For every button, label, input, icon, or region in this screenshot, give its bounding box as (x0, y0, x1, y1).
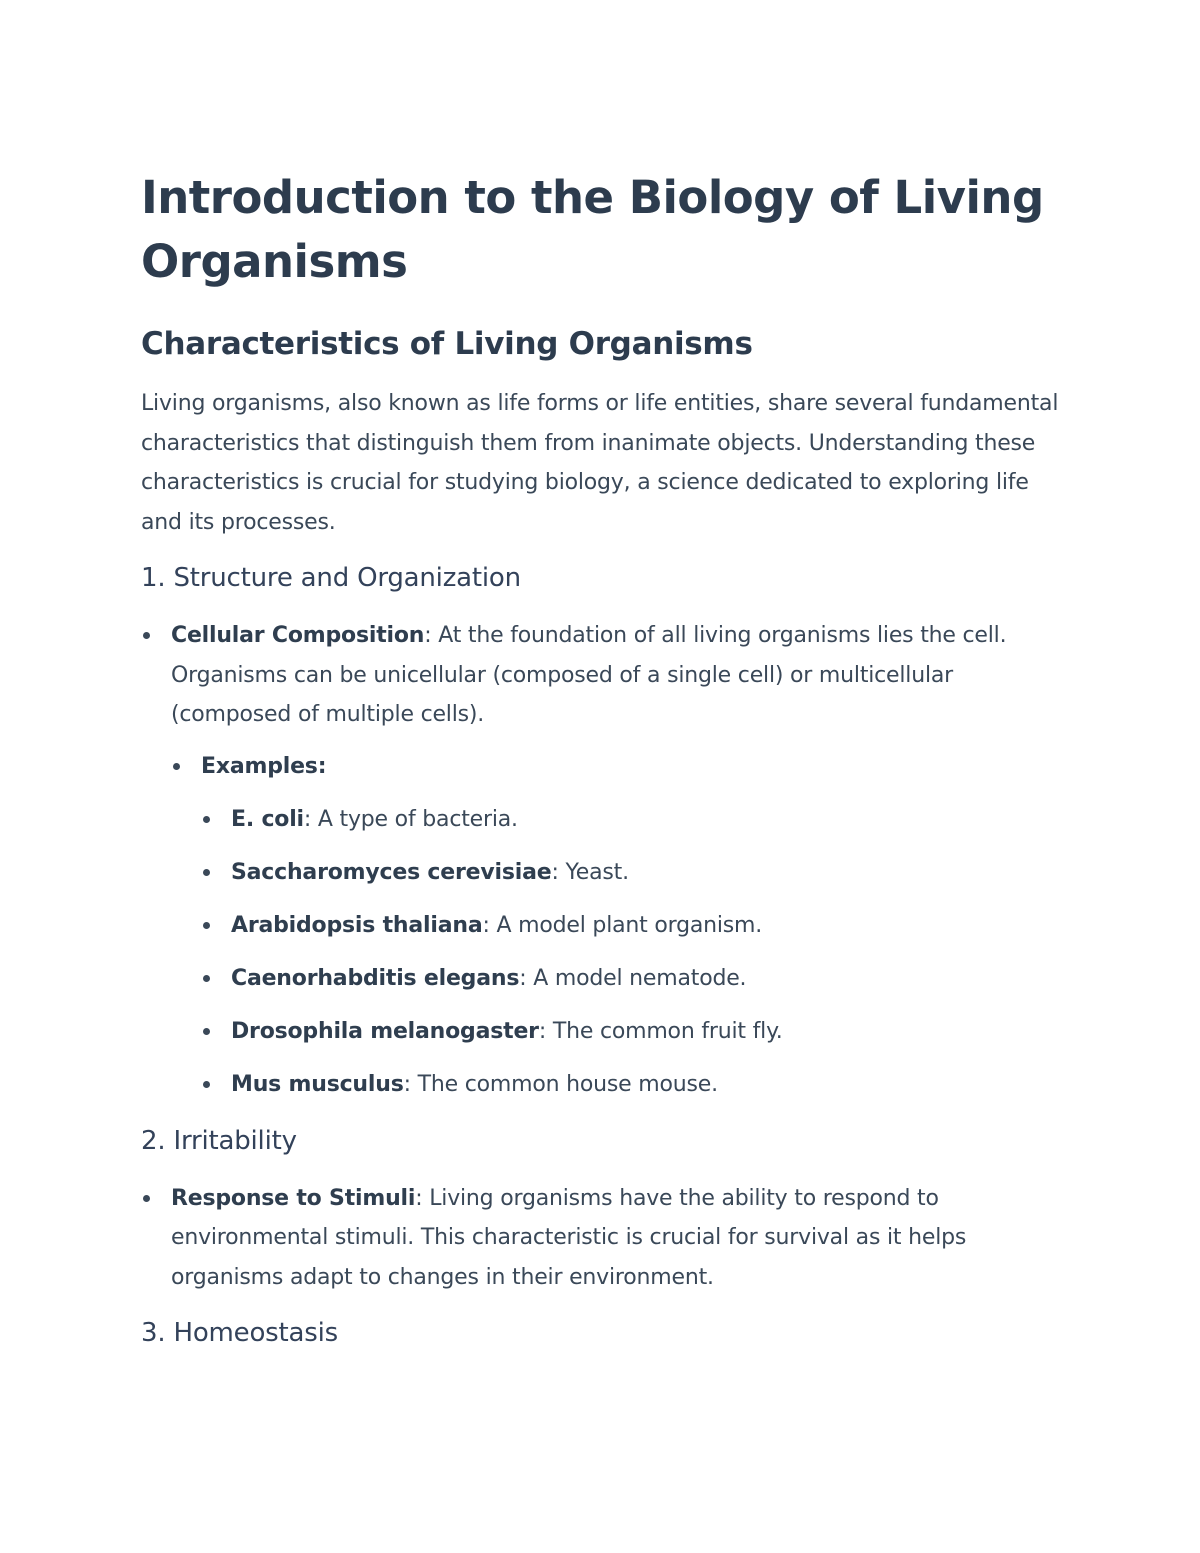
term-label: Cellular Composition (171, 623, 425, 648)
list-item-example (201, 853, 1061, 893)
example-term: Drosophila melanogaster (231, 1019, 539, 1044)
bullet-icon (203, 816, 210, 823)
bullet-icon (203, 1028, 210, 1035)
example-text: : A model plant organism. (482, 913, 763, 938)
bullet-icon (143, 1195, 150, 1202)
document-title: Introduction to the Biology of Living Organisms (141, 171, 1044, 288)
list-item-example (201, 906, 1061, 946)
bullet-icon (173, 763, 180, 770)
document-page (141, 166, 1061, 1353)
nested-list (141, 747, 1061, 1105)
examples-list (171, 800, 1061, 1105)
list-item-response-to-stimuli (141, 1179, 1061, 1298)
bullet-icon (203, 975, 210, 982)
item-text: : At the foundation of all living organisms lies the cell. Organisms can be unicellular (composed of a single cell) or multicellular (composed of multiple cells). (171, 623, 1007, 727)
bullet-icon (203, 1081, 210, 1088)
section-heading: Characteristics of Living Organisms (141, 326, 753, 362)
list-item-cellular-composition (141, 616, 1061, 1105)
list-item-example (201, 1012, 1061, 1052)
example-text: : A model nematode. (519, 966, 747, 991)
example-term: Saccharomyces cerevisiae (231, 860, 552, 885)
subsection-heading-structure: 1. Structure and Organization (141, 563, 521, 593)
term-label: Response to Stimuli (171, 1185, 416, 1211)
example-term: Mus musculus (231, 1072, 404, 1097)
example-term: Arabidopsis thaliana (231, 913, 483, 938)
list-item-example (201, 959, 1061, 999)
example-text: : A type of bacteria. (303, 807, 518, 832)
example-text: : The common house mouse. (403, 1072, 718, 1097)
intro-paragraph: Living organisms, also known as life forms or life entities, share several fundamental characteristics that distinguish them from inanimate objects. Understanding these characteristics is crucial for studying biology, a science dedicated to exploring life and its processes. (141, 391, 1059, 535)
bullet-icon (143, 632, 150, 639)
list-item-example (201, 800, 1061, 840)
bullet-list (141, 616, 1061, 1105)
examples-label: Examples: (201, 753, 327, 779)
bullet-icon (203, 869, 210, 876)
bullet-list (141, 1179, 1061, 1298)
subsection-heading-irritability: 2. Irritability (141, 1125, 297, 1156)
list-item-examples (171, 747, 1061, 1105)
item-text: : Living organisms have the ability to respond to environmental stimuli. This characteristic is crucial for survival as it helps organisms adapt to changes in their environment. (171, 1185, 967, 1290)
subsection-heading-homeostasis: 3. Homeostasis (141, 1318, 338, 1348)
example-term: E. coli (231, 807, 304, 832)
bullet-icon (203, 922, 210, 929)
list-item-example (201, 1065, 1061, 1105)
example-text: : The common fruit fly. (538, 1019, 783, 1044)
example-term: Caenorhabditis elegans (231, 966, 520, 991)
example-text: : Yeast. (551, 860, 629, 885)
